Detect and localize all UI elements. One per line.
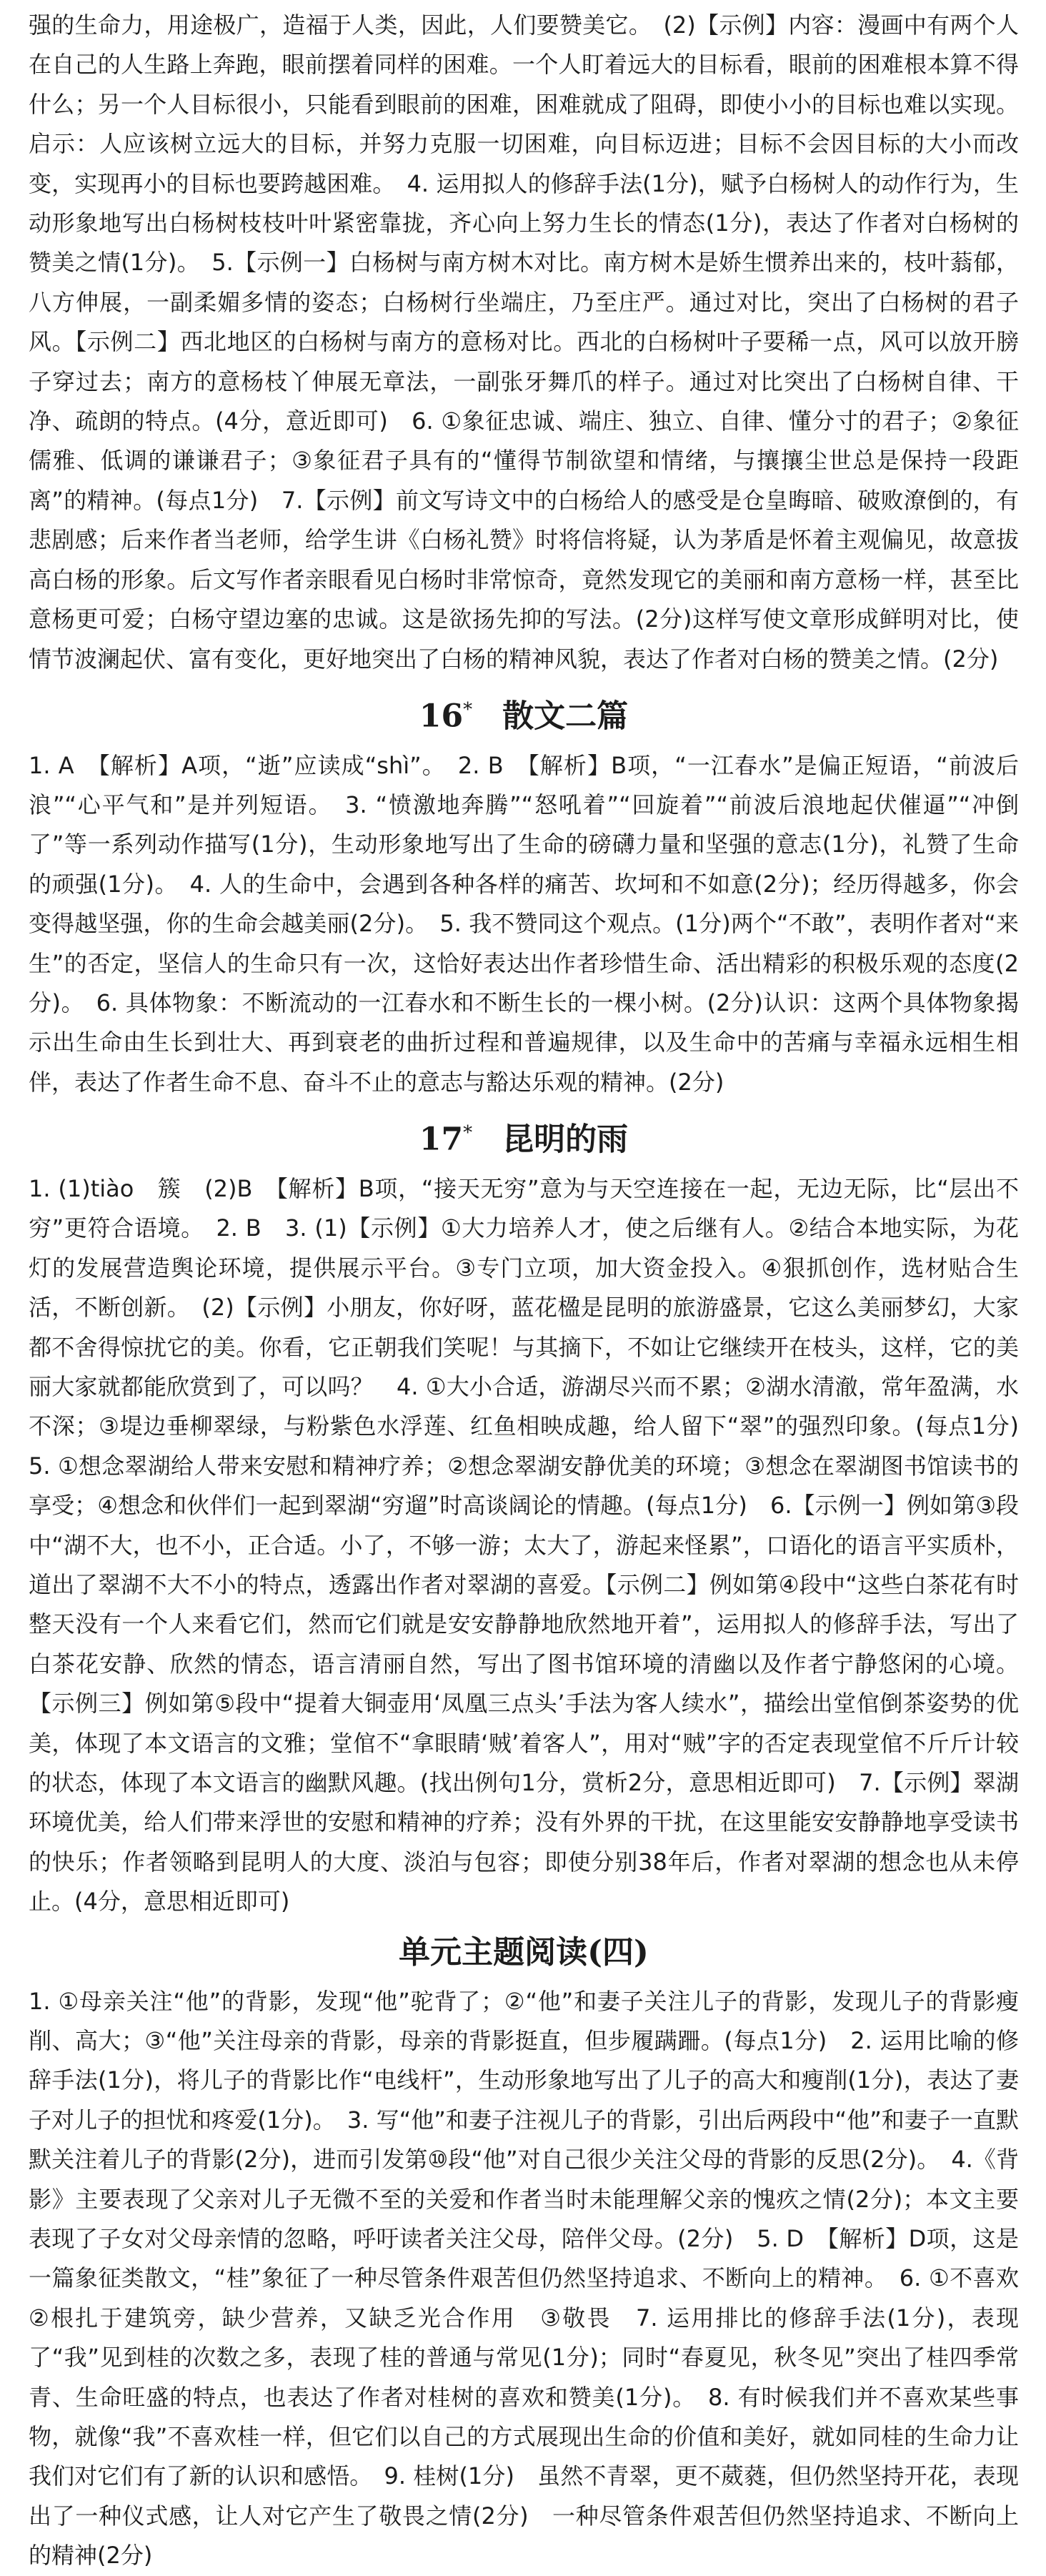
unit-reading-answers: 1. ①母亲关注“他”的背影，发现“他”驼背了；②“他”和妻子关注儿子的背影，发现儿子的背影瘦削、高大；③“他”关注母亲的背影，母亲的背影挺直，但步履蹒跚。(每点1分) 2. 运用比喻的修辞手法(1分)，将儿子的背影比作“电线杆”，生动形象地写出了儿子的高大和瘦削(1分)，表达了妻子对儿子的担忧和疼爱(1分)。 3. 写“他”和妻子注视儿子的背影，引出后两段中“他”和妻子一直默默关注着儿子的背影(2分)，进而引发第⑩段“他”对自己很少关注父母的背影的反思(2分)。 4.《背影》主要表现了父亲对儿子无微不至的关爱和作者当时未能理解父亲的愧疚之情(2分)；本文主要表现了子女对父母亲情的忽略，呼吁读者关注父母，陪伴父母。(2分) 5. D 【解析】D项，这是一篇象征类散文，“桂”象征了一种尽管条件艰苦但仍然坚持追求、不断向上的精神。 6. ①不喜欢 ②根扎于建筑旁，缺少营养，又缺乏光合作用 ③敬畏 7. 运用排比的修辞手法(1分)，表现了“我”见到桂的次数之多，表现了桂的普通与常见(1分)；同时“春夏见，秋冬见”突出了桂四季常青、生命旺盛的特点，也表达了作者对桂树的喜欢和赞美(1分)。 8. 有时候我们并不喜欢某些事物，就像“我”不喜欢桂一样，但它们以自己的方式展现出生命的价值和美好，就如同桂的生命力让我们对它们有了新的认识和感悟。 9. 桂树(1分) 虽然不青翠，更不葳蕤，但仍然坚持开花，表现出了一种仪式感，让人对它产生了敬畏之情(2分) 一种尽管条件艰苦但仍然坚持追求、不断向上的精神(2分) bbox=[29, 1987, 1042, 2570]
section-17-number: 17 bbox=[419, 1121, 464, 1158]
section-16-title: 散文二篇 bbox=[502, 698, 629, 735]
intro-answers: 强的生命力，用途极广，造福于人类，因此，人们要赞美它。 (2)【示例】内容：漫画中有两个人在自己的人生路上奔跑，眼前摆着同样的困难。一个人盯着远大的目标看，眼前的困难根本算不得什么；另一个人目标很小，只能看到眼前的困难，困难就成了阻碍，即使小小的目标也难以实现。启示：人应该树立远大的目标，并努力克服一切困难，向目标迈进；目标不会因目标的大小而改变，实现再小的目标也要跨越困难。 4. 运用拟人的修辞手法(1分)，赋予白杨树人的动作行为，生动形象地写出白杨树枝枝叶叶紧密靠拢，齐心向上努力生长的情态(1分)，表达了作者对白杨树的赞美之情(1分)。 5.【示例一】白杨树与南方树木对比。南方树木是娇生惯养出来的，枝叶蓊郁，八方伸展，一副柔媚多情的姿态；白杨树行坐端庄，乃至庄严。通过对比，突出了白杨树的君子风。【示例二】西北地区的白杨树与南方的意杨对比。西北的白杨树叶子要稀一点，风可以放开膀子穿过去；南方的意杨枝丫伸展无章法，一副张牙舞爪的样子。通过对比突出了白杨树自律、干净、疏朗的特点。(4分，意近即可) 6. ①象征忠诚、端庄、独立、自律、懂分寸的君子；②象征儒雅、低调的谦谦君子；③象征君子具有的“懂得节制欲望和情绪，与攘攘尘世总是保持一段距离”的精神。(每点1分) 7.【示例】前文写诗文中的白杨给人的感受是仓皇晦暗、破败潦倒的，有悲剧感；后来作者当老师，给学生讲《白杨礼赞》时将信将疑，认为茅盾是怀着主观偏见，故意拔高白杨的形象。后文写作者亲眼看见白杨时非常惊奇，竟然发现它的美丽和南方意杨一样，甚至比意杨更可爱；白杨守望边塞的忠诚。这是欲扬先抑的写法。(2分)这样写使文章形成鲜明对比，使情节波澜起伏、富有变化，更好地突出了白杨的精神风貌，表达了作者对白杨的赞美之情。(2分) bbox=[29, 11, 1019, 673]
section-16-answers: 1. A 【解析】A项，“逝”应读成“shì”。 2. B 【解析】B项，“一江春水”是偏正短语，“前波后浪”“心平气和”是并列短语。 3. “愤激地奔腾”“怒吼着”“回旋着”“前波后浪地起伏催逼”“冲倒了”等一系列动作描写(1分)，生动形象地写出了生命的磅礴力量和坚强的意志(1分)，礼赞了生命的顽强(1分)。 4. 人的生命中，会遇到各种各样的痛苦、坎坷和不如意(2分)；经历得越多，你会变得越坚强，你的生命会越美丽(2分)。 5. 我不赞同这个观点。(1分)两个“不敢”，表明作者对“来生”的否定，坚信人的生命只有一次，这恰好表达出作者珍惜生命、活出精彩的积极乐观的态度(2分)。 6. 具体物象：不断流动的一江春水和不断生长的一棵小树。(2分)认识：这两个具体物象揭示出生命由生长到壮大、再到衰老的曲折过程和普遍规律，以及生命中的苦痛与幸福永远相生相伴，表达了作者生命不息、奋斗不止的意志与豁达乐观的精神。(2分) bbox=[29, 751, 1019, 1096]
section-17-heading bbox=[29, 1109, 1019, 1164]
unit-reading-heading bbox=[29, 1929, 1019, 1976]
section-17-title: 昆明的雨 bbox=[502, 1121, 629, 1158]
unit-reading-title: 单元主题阅读(四) bbox=[399, 1933, 649, 1971]
section-17-answers: 1. (1)tiào 簇 (2)B 【解析】B项，“接天无穷”意为与天空连接在一起，无边无际，比“层出不穷”更符合语境。 2. B 3. (1)【示例】①大力培养人才，使之后继有人。②结合本地实际，为花灯的发展营造舆论环境，提供展示平台。③专门立项，加大资金投入。④狠抓创作，选材贴合生活，不断创新。 (2)【示例】小朋友，你好呀，蓝花楹是昆明的旅游盛景，它这么美丽梦幻，大家都不舍得惊扰它的美。你看，它正朝我们笑呢！与其摘下，不如让它继续开在枝头，这样，它的美丽大家就都能欣赏到了，可以吗？ 4. ①大小合适，游湖尽兴而不累；②湖水清澈，常年盈满，水不深；③堤边垂柳翠绿，与粉紫色水浮莲、红鱼相映成趣，给人留下“翠”的强烈印象。(每点1分) 5. ①想念翠湖给人带来安慰和精神疗养；②想念翠湖安静优美的环境；③想念在翠湖图书馆读书的享受；④想念和伙伴们一起到翠湖“穷遛”时高谈阔论的情趣。(每点1分) 6.【示例一】例如第③段中“湖不大，也不小，正合适。小了，不够一游；太大了，游起来怪累”，口语化的语言平实质朴，道出了翠湖不大不小的特点，透露出作者对翠湖的喜爱。【示例二】例如第④段中“这些白茶花有时整天没有一个人来看它们，然而它们就是安安静静地欣然地开着”，运用拟人的修辞手法，写出了白茶花安静、欣然的情态，语言清丽自然，写出了图书馆环境的清幽以及作者宁静悠闲的心境。【示例三】例如第⑤段中“提着大铜壶用‘凤凰三点头’手法为客人续水”，描绘出堂倌倒茶姿势的优美，体现了本文语言的文雅；堂倌不“拿眼睛‘贼’着客人”，用对“贼”字的否定表现堂倌不斤斤计较的状态，体现了本文语言的幽默风趣。(找出例句1分，赏析2分，意思相近即可) 7.【示例】翠湖环境优美，给人们带来浮世的安慰和精神的疗养；没有外界的干扰，在这里能安安静静地享受读书的快乐；作者领略到昆明人的大度、淡泊与包容；即使分别38年后，作者对翠湖的想念也从未停止。(4分，意思相近即可) bbox=[29, 1174, 1042, 1916]
section-17-star: * bbox=[463, 1122, 473, 1144]
section-16-number: 16 bbox=[419, 698, 464, 735]
section-16-star: * bbox=[463, 698, 473, 720]
section-16-heading bbox=[29, 686, 1019, 740]
